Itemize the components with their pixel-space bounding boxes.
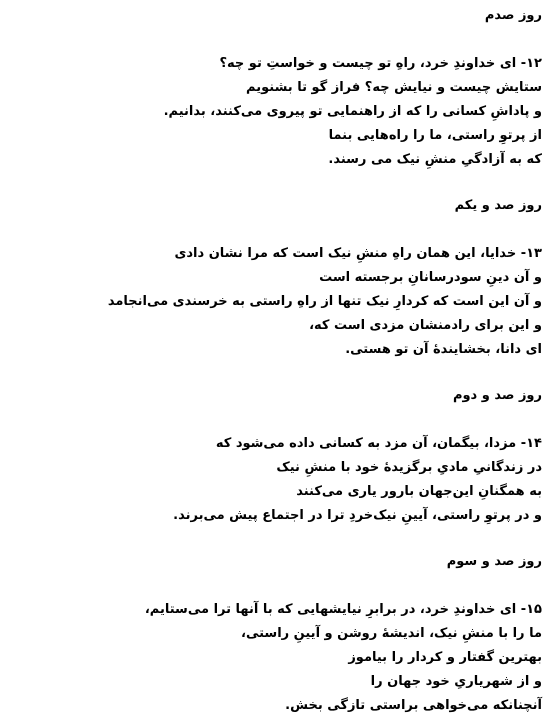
verse-line: و آن این است که کردارِ نیک تنها از راهِ راستی به خرسندی می‌انجامد: [107, 294, 542, 309]
section-day-102: [10, 386, 542, 528]
section-heading: روز صد و دوم: [452, 388, 542, 403]
section-heading: روز صدم: [484, 8, 542, 23]
section-day-101: [10, 196, 542, 362]
verse-line: از پرتوِ راستی، ما را راه‌هایی بنما: [328, 128, 542, 143]
section-day-103: [10, 552, 542, 718]
verse-line: در زندگانیِ مادیِ برگزیدهٔ خود با منشِ نیک: [276, 460, 542, 475]
spacer: [10, 572, 542, 598]
section-day-100: [10, 6, 542, 172]
verse-line: ۱۳- خدایا، این همان راهِ منشِ نیک است که مرا نشان دادی: [174, 246, 542, 261]
spacer: [10, 406, 542, 432]
spacer: [10, 172, 542, 196]
spacer: [10, 216, 542, 242]
verse-line: ۱۲- ای خداوندِ خرد، راهِ تو چیست و خواستِ تو چه؟: [219, 56, 542, 71]
verse-line: بهترین گفتار و کردار را بیاموز: [348, 650, 542, 665]
verse-line: و پاداشِ کسانی را که از راهنمایی تو پیروی می‌کنند، بدانیم.: [163, 104, 542, 119]
spacer: [10, 362, 542, 386]
verse-line: ۱۴- مزدا، بیگمان، آن مزد به کسانی داده می‌شود که: [215, 436, 542, 451]
verse-line: به همگنانِ این‌جهان بارور یاری می‌کنند: [296, 484, 542, 499]
verse-line: آنچنانکه می‌خواهی براستی تازگی بخش.: [285, 698, 542, 713]
verse-line: ای دانا، بخشایندهٔ آن تو هستی.: [345, 342, 542, 357]
verse-line: ما را با منشِ نیک، اندیشهٔ روشن و آیینِ راستی،: [241, 626, 542, 641]
section-heading: روز صد و یکم: [454, 198, 542, 213]
verse-line: ۱۵- ای خداوندِ خرد، در برابرِ نیایشهایی که با آنها ترا می‌ستایم،: [144, 602, 542, 617]
verse-line: و از شهریاریِ خود جهان را: [370, 674, 542, 689]
verse-line: ستایش چیست و نیایش چه؟ فراز گو تا بشنویم: [246, 80, 542, 95]
verse-line: و این برای رادمنشان مزدی است که،: [309, 318, 542, 333]
verse-line: و آن دینِ سودرسانانِ برجسته است: [319, 270, 542, 285]
section-heading: روز صد و سوم: [446, 554, 542, 569]
spacer: [10, 26, 542, 52]
verse-line: که به آزادگیِ منشِ نیک می رسند.: [328, 152, 542, 167]
verse-line: و در پرتوِ راستی، آیینِ نیک‌خردِ ترا در اجتماع پیش می‌برند.: [173, 508, 542, 523]
spacer: [10, 528, 542, 552]
